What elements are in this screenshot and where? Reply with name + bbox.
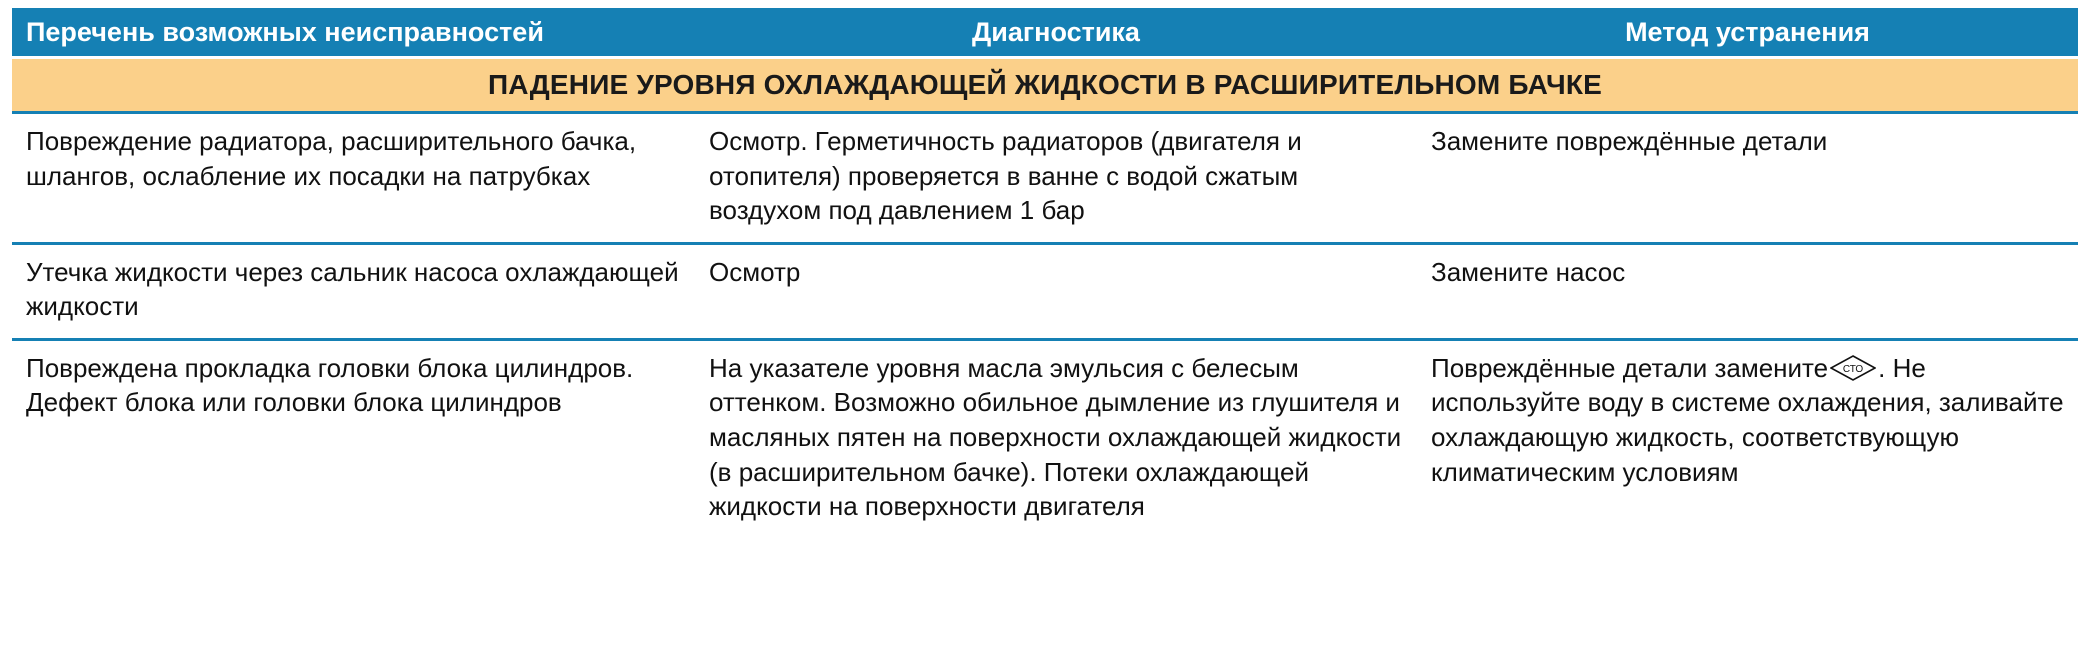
table-row bbox=[12, 243, 2078, 339]
column-header-diagnostics: Диагностика bbox=[695, 8, 1417, 58]
cell-remedy bbox=[1417, 243, 2078, 339]
cell-fault: Повреждение радиатора, расширительного бачка, шлангов, ослабление их посадки на патрубках bbox=[12, 113, 695, 244]
cell-diagnostics: Осмотр bbox=[695, 243, 1417, 339]
remedy-text-before: Повреждённые детали замените bbox=[1431, 352, 1829, 383]
column-header-remedy: Метод устранения bbox=[1417, 8, 2078, 58]
fault-table bbox=[12, 8, 2078, 538]
section-title-row bbox=[12, 58, 2078, 113]
table-header-row bbox=[12, 8, 2078, 58]
remedy-text-composite bbox=[1431, 351, 2064, 489]
cell-fault: Утечка жидкости через сальник насоса охлаждающей жидкости bbox=[12, 243, 695, 339]
cell-diagnostics: На указателе уровня масла эмульсия с белесым оттенком. Возможно обильное дымление из глушителя и масляных пятен на поверхности охлаждающей жидкости (в расширительном бачке). Потеки охлаждающей жидкости на поверхности двигателя bbox=[695, 339, 1417, 537]
remedy-text-after: . Не используйте воду в системе охлаждения, заливайте охлаждающую жидкость, соответствующую климатическим условиям bbox=[1431, 352, 2064, 487]
table-row bbox=[12, 339, 2078, 537]
remedy-text: Замените насос bbox=[1431, 256, 1626, 287]
column-header-faults: Перечень возможных неисправностей bbox=[12, 8, 695, 58]
service-station-icon bbox=[1830, 355, 1876, 381]
service-station-label: СТО bbox=[1842, 363, 1864, 375]
table-row bbox=[12, 113, 2078, 244]
remedy-text: Замените повреждённые детали bbox=[1431, 126, 1828, 156]
cell-remedy bbox=[1417, 339, 2078, 537]
section-title: ПАДЕНИЕ УРОВНЯ ОХЛАЖДАЮЩЕЙ ЖИДКОСТИ В РАСШИРИТЕЛЬНОМ БАЧКЕ bbox=[12, 58, 2078, 113]
cell-fault: Повреждена прокладка головки блока цилиндров. Дефект блока или головки блока цилиндров bbox=[12, 339, 695, 537]
cell-remedy bbox=[1417, 113, 2078, 244]
cell-diagnostics: Осмотр. Герметичность радиаторов (двигателя и отопителя) проверяется в ванне с водой сжатым воздухом под давлением 1 бар bbox=[695, 113, 1417, 244]
